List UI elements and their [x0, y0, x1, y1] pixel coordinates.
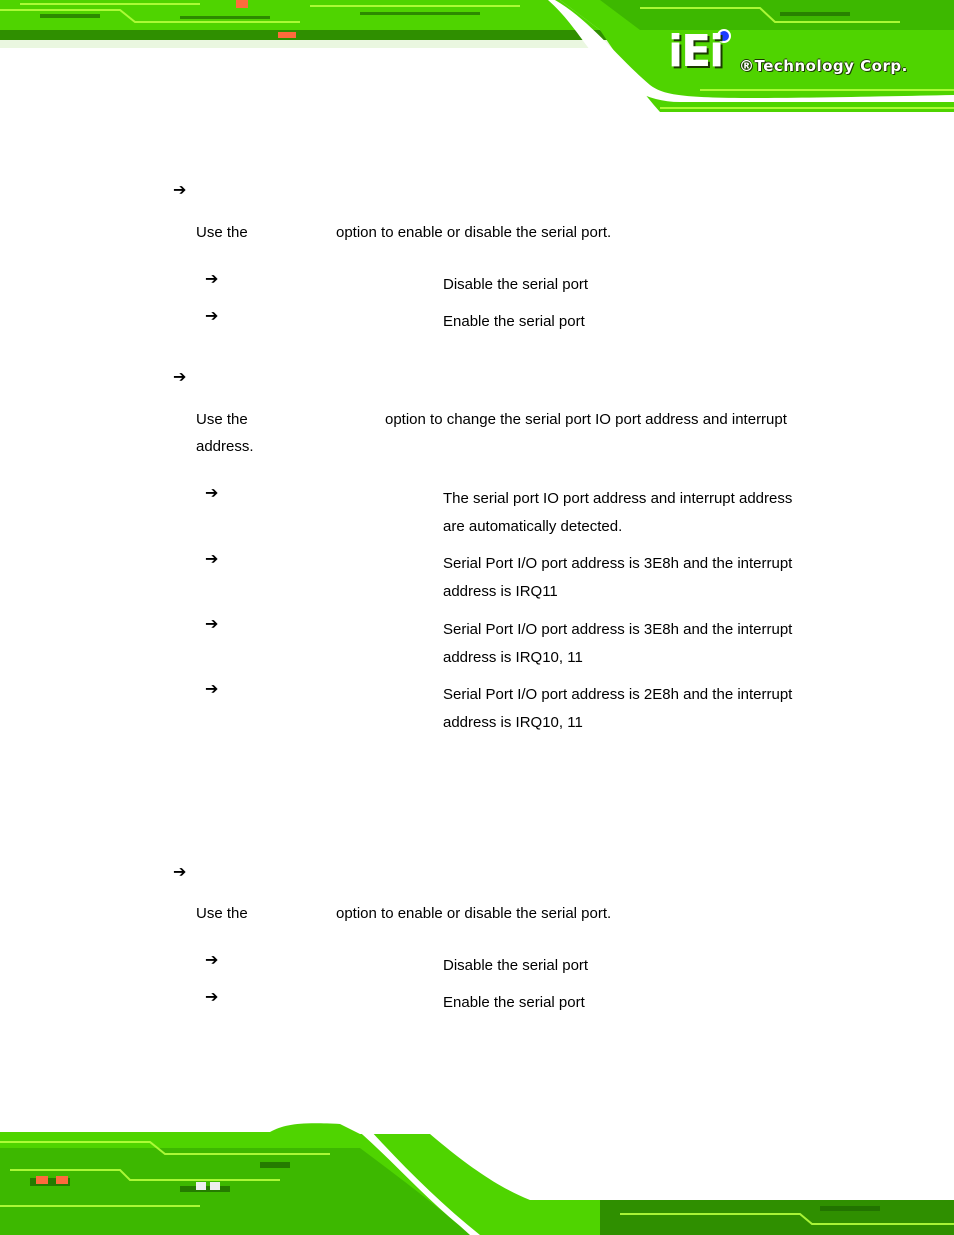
intro-text: option to change the serial port IO port address and interrupt [385, 411, 787, 428]
bullet-arrow-icon: ➔ [173, 180, 187, 199]
option-description-line2: are automatically detected. [443, 518, 623, 535]
option-arrow-icon: ➔ [205, 987, 219, 1006]
option-description-line2: address is IRQ10, 11 [443, 649, 583, 666]
option-arrow-icon: ➔ [205, 483, 219, 502]
option-arrow-icon: ➔ [205, 269, 219, 288]
option-arrow-icon: ➔ [205, 679, 219, 698]
bullet-arrow-icon: ➔ [173, 862, 187, 881]
company-logo-text: ®Technology Corp. [739, 57, 908, 75]
option-description: Enable the serial port [443, 994, 585, 1011]
option-arrow-icon: ➔ [205, 306, 219, 325]
intro-prefix: Use the [196, 411, 248, 428]
intro-text: option to enable or disable the serial port. [336, 905, 612, 922]
option-description-line2: address is IRQ11 [443, 583, 558, 600]
option-arrow-icon: ➔ [205, 950, 219, 969]
intro-text: option to enable or disable the serial port. [336, 224, 612, 241]
option-description: Serial Port I/O port address is 2E8h and the interrupt [443, 686, 793, 703]
option-description: Serial Port I/O port address is 3E8h and the interrupt [443, 555, 793, 572]
company-logo-mark: iEi [668, 26, 723, 77]
intro-text-line2: address. [196, 438, 254, 455]
option-description-line2: address is IRQ10, 11 [443, 714, 583, 731]
bullet-arrow-icon: ➔ [173, 367, 187, 386]
intro-prefix: Use the [196, 224, 248, 241]
option-description: Disable the serial port [443, 276, 589, 293]
option-description: Disable the serial port [443, 957, 589, 974]
option-description: Serial Port I/O port address is 3E8h and the interrupt [443, 621, 793, 638]
footer-banner [0, 1118, 954, 1235]
option-arrow-icon: ➔ [205, 614, 219, 633]
option-description: Enable the serial port [443, 313, 585, 330]
header-banner [0, 0, 954, 112]
option-arrow-icon: ➔ [205, 549, 219, 568]
intro-prefix: Use the [196, 905, 248, 922]
option-description: The serial port IO port address and interrupt address [443, 490, 793, 507]
